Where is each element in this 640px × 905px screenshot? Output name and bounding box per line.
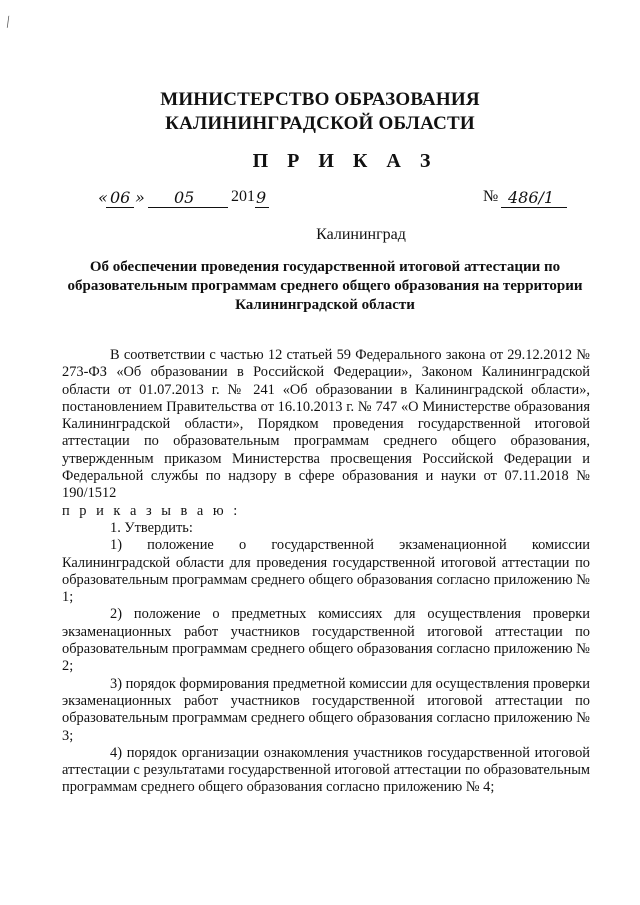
subitem-2: 2) положение о предметных комиссиях для осуществления проверки экзаменационных работ участников государственной итоговой аттестации по образовательным программам среднего общего образования согласно приложению № 2; (62, 606, 590, 675)
ministry-header (0, 88, 640, 136)
date-open-quote: « (98, 188, 108, 207)
date-year-prefix: 201 (231, 188, 255, 205)
date-year-digit: 9 (256, 188, 267, 207)
month-underline (148, 207, 228, 208)
subitem-1: 1) положение о государственной экзаменационной комиссии Калининградской области для проведения государственной итоговой аттестации по образовательным программам среднего общего образования согласно приложению № 1; (62, 537, 590, 606)
order-word: п р и к а з ы в а ю : (62, 502, 241, 519)
order-subject (60, 258, 590, 315)
date-number-row (98, 188, 568, 212)
order-title: П Р И К А З (252, 150, 438, 172)
preamble-paragraph: В соответствии с частью 12 статьей 59 Федерального закона от 29.12.2012 № 273-ФЗ «Об образовании в Российской Федерации», Законом Калининградской области от 01.07.2013 г. № 241 «Об образовании в Калининградской области», постановлением Правительства от 16.10.2013 г. № 747 «О Министерстве образования Калининградской области», Порядком проведения государственной итоговой аттестации по образовательным программам среднего общего образования, утвержденным приказом Министерства просвещения Российской Федерации и Федеральной службы по надзору в сфере образования и науки от 07.11.2018 № 190/1512 (62, 347, 590, 502)
order-body (62, 347, 590, 797)
order-number: 486/1 (508, 188, 555, 207)
subitem-3: 3) порядок формирования предметной комиссии для осуществления проверки экзаменационных работ участников государственной итоговой аттестации по образовательным программам среднего общего образования согласно приложению № 3; (62, 675, 590, 744)
number-underline (501, 207, 567, 208)
ministry-line-2: КАЛИНИНГРАДСКОЙ ОБЛАСТИ (165, 113, 475, 134)
city: Калининград (316, 226, 406, 243)
item-1: 1. Утвердить: (110, 519, 193, 536)
subject-line-3: Калининградской области (235, 297, 415, 313)
date-month: 05 (174, 188, 195, 207)
date-day: 06 (110, 188, 131, 207)
ministry-line-1: МИНИСТЕРСТВО ОБРАЗОВАНИЯ (160, 89, 480, 110)
date-close-quote: » (135, 188, 145, 207)
day-underline (106, 207, 134, 208)
year-underline (255, 207, 269, 208)
subject-line-2: образовательным программам среднего общего образования на территории (67, 278, 583, 294)
subject-line-1: Об обеспечении проведения государственной итоговой аттестации по (89, 259, 561, 275)
number-sign: № (483, 188, 499, 205)
corner-mark: / (3, 13, 14, 32)
subitem-4: 4) порядок организации ознакомления участников государственной итоговой аттестации с результатами государственной итоговой аттестации по образовательным программам среднего общего образования согласно приложению № 4; (62, 744, 590, 796)
